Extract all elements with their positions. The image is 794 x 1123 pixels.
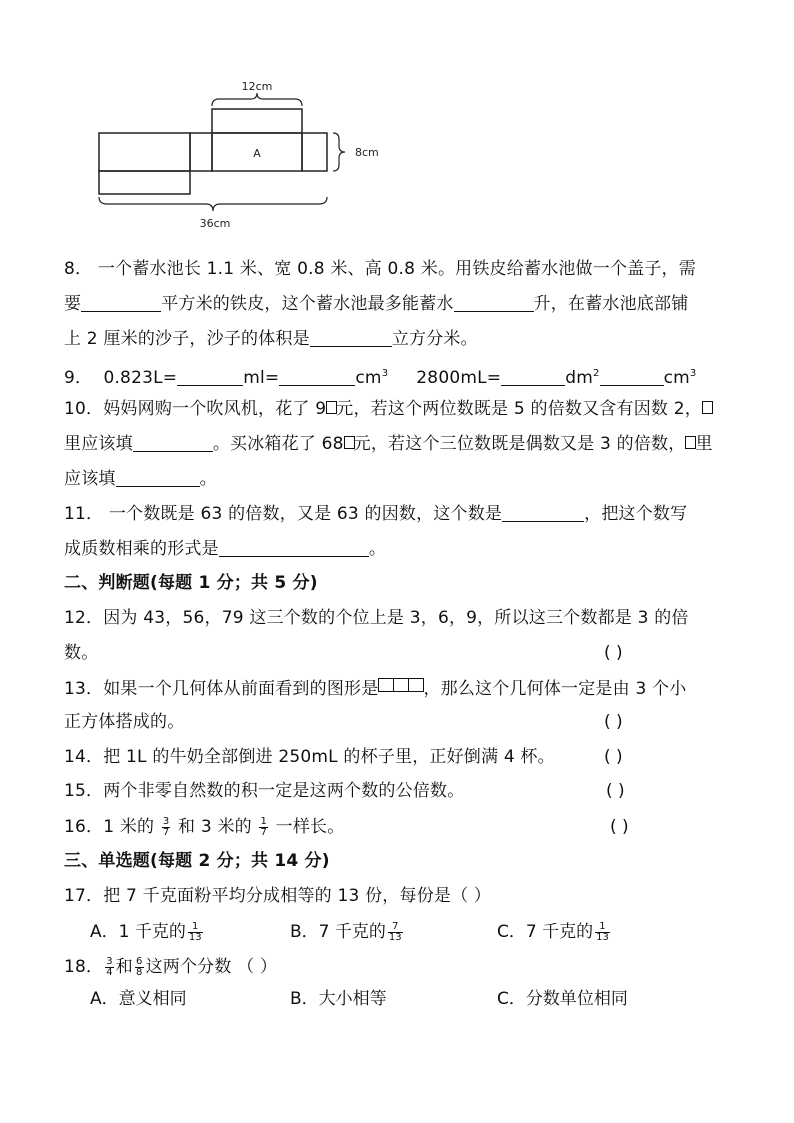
q11-line1: 11． 一个数既是 63 的倍数，又是 63 的因数，这个数是 ，把这个数写 bbox=[64, 504, 688, 524]
q12-answer-paren[interactable]: ( ) bbox=[604, 643, 623, 663]
fraction: $\frac{1}{13}$ bbox=[188, 920, 202, 943]
net-face-left bbox=[99, 133, 190, 171]
q18-option-b[interactable]: B．大小相等 bbox=[290, 989, 387, 1009]
section-heading-single-choice: 三、单选题(每题 2 分；共 14 分) bbox=[64, 851, 330, 871]
label-height: 8cm bbox=[355, 146, 379, 159]
q8-number: 8． bbox=[64, 259, 93, 279]
q17-option-a[interactable]: A．1 千克的 $\frac{1}{13}$ bbox=[90, 920, 202, 943]
answer-blank[interactable] bbox=[81, 293, 161, 312]
fraction: $\frac{7}{13}$ bbox=[388, 920, 402, 943]
answer-blank[interactable] bbox=[116, 468, 200, 487]
q15-line: 15．两个非零自然数的积一定是这两个数的公倍数。 bbox=[64, 781, 465, 801]
answer-blank[interactable] bbox=[454, 293, 534, 312]
q8-line1 bbox=[64, 257, 696, 281]
label-top-width: 12cm bbox=[241, 80, 273, 93]
section-heading-judgement: 二、判断题(每题 1 分；共 5 分) bbox=[64, 573, 318, 593]
answer-blank[interactable] bbox=[219, 538, 369, 557]
q10-line2: 里应该填 。买冰箱花了 68 元，若这个三位数既是偶数又是 3 的倍数， 里 bbox=[64, 434, 713, 454]
q11-line2: 成质数相乘的形式是 。 bbox=[64, 539, 387, 559]
fraction: $\frac{1}{13}$ bbox=[596, 920, 609, 943]
three-squares-icon bbox=[378, 675, 423, 699]
q13-answer-paren[interactable]: ( ) bbox=[604, 712, 623, 732]
net-face-top bbox=[212, 109, 302, 133]
q17-option-c[interactable]: C．7 千克的 $\frac{1}{13}$ bbox=[497, 920, 609, 943]
label-face-A: A bbox=[253, 147, 261, 160]
net-face-bottom bbox=[99, 171, 190, 194]
q8-line3: 上 2 厘米的沙子，沙子的体积是 立方分米。 bbox=[64, 329, 478, 349]
q9-line: 9． $0.823L= ml= cm^3$ $2800mL= dm^2$ $cm^3$ bbox=[64, 368, 697, 388]
q16-line: 16．1 米的 $\frac{3}{7}$ 和 3 米的 $\frac{1}{7}$ 一样长。 bbox=[64, 815, 345, 838]
q10-line1: 10．妈妈网购一个吹风机，花了 9 元，若这个两位数既是 5 的倍数又含有因数 2， bbox=[64, 397, 712, 421]
label-total-width: 36cm bbox=[199, 217, 231, 230]
answer-blank[interactable] bbox=[502, 503, 584, 522]
net-face-narrow-right bbox=[302, 133, 327, 171]
q12-line2: 数。 bbox=[64, 643, 99, 663]
answer-blank[interactable] bbox=[279, 367, 355, 386]
q15-answer-paren[interactable]: ( ) bbox=[606, 781, 625, 801]
cuboid-net-figure bbox=[0, 0, 794, 240]
answer-blank[interactable] bbox=[501, 367, 565, 386]
blank-box-icon bbox=[702, 401, 713, 414]
fraction: $\frac{6}{8}$ bbox=[136, 955, 143, 978]
answer-blank[interactable] bbox=[600, 367, 664, 386]
q14-answer-paren[interactable]: ( ) bbox=[604, 747, 623, 767]
q18-option-a[interactable]: A．意义相同 bbox=[90, 989, 187, 1009]
q16-answer-paren[interactable]: ( ) bbox=[610, 817, 629, 837]
fraction: $\frac{3}{4}$ bbox=[106, 955, 113, 978]
q14-line: 14．把 1L 的牛奶全部倒进 250mL 的杯子里，正好倒满 4 杯。 bbox=[64, 747, 555, 767]
q8-text-1: 一个蓄水池长 1.1 米、宽 0.8 米、高 0.8 米。用铁皮给蓄水池做一个盖子，需 bbox=[97, 259, 696, 279]
q13-line2: 正方体搭成的。 bbox=[64, 712, 185, 732]
q13-line1: 13．如果一个几何体从前面看到的图形是 ，那么这个几何体一定是由 3 个小 bbox=[64, 675, 686, 701]
brace-right bbox=[333, 133, 345, 171]
q18-line: 18． $\frac{3}{4}$ 和 $\frac{6}{8}$ 这两个分数 （ ） bbox=[64, 955, 278, 978]
fraction: $\frac{1}{7}$ bbox=[260, 815, 268, 838]
answer-blank[interactable] bbox=[310, 328, 392, 347]
brace-bottom bbox=[99, 197, 327, 211]
q10-line3: 应该填 。 bbox=[64, 469, 217, 489]
q17-option-b[interactable]: B．7 千克的 $\frac{7}{13}$ bbox=[290, 920, 402, 943]
answer-blank[interactable] bbox=[177, 367, 243, 386]
fraction: $\frac{3}{7}$ bbox=[162, 815, 170, 838]
q12-line1: 12．因为 43，56，79 这三个数的个位上是 3，6，9，所以这三个数都是 3 的倍 bbox=[64, 608, 689, 628]
q17-line: 17．把 7 千克面粉平均分成相等的 13 份，每份是（ ） bbox=[64, 886, 492, 906]
brace-top bbox=[212, 93, 302, 106]
q18-option-c[interactable]: C．分数单位相同 bbox=[497, 989, 628, 1009]
q8-line2: 要 平方米的铁皮，这个蓄水池最多能蓄水 升，在蓄水池底部铺 bbox=[64, 294, 689, 314]
net-face-narrow-left bbox=[190, 133, 212, 171]
answer-blank[interactable] bbox=[133, 433, 213, 452]
